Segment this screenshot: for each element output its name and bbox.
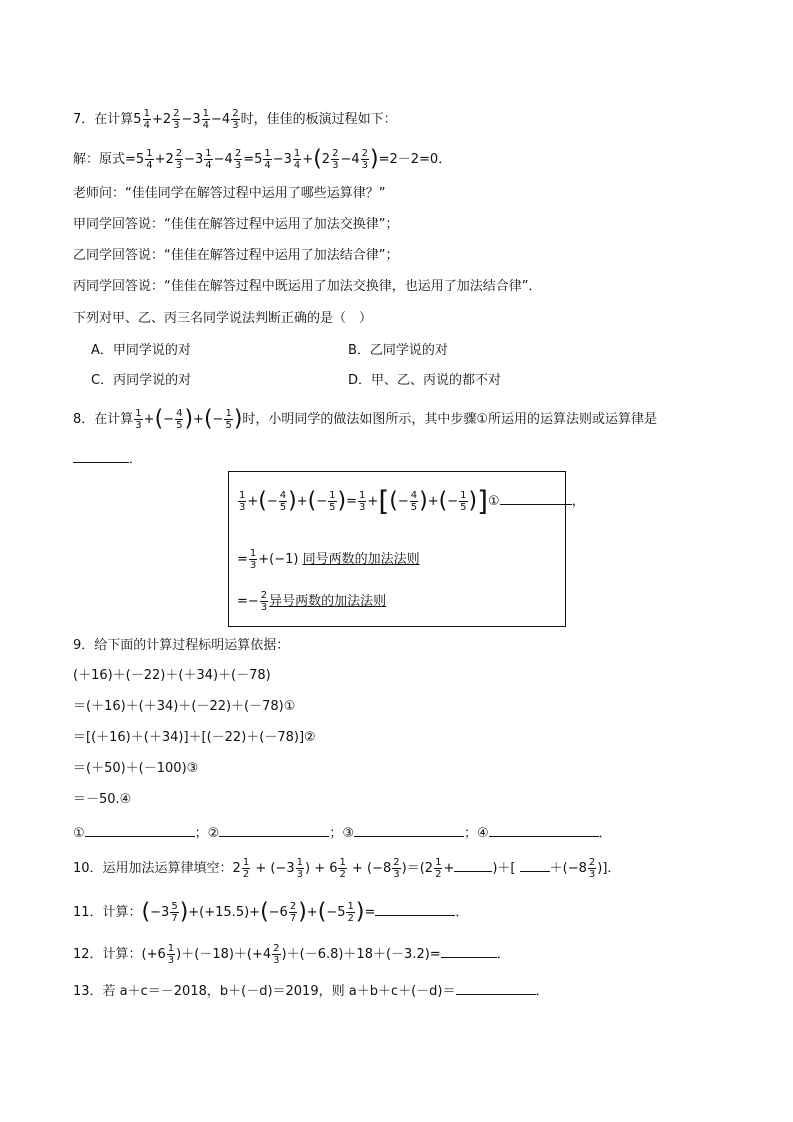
- q7-line1: 7．在计算5 $\frac{1}{4}$ +2 $\frac{2}{3}$ −3 $\frac{1}{4}$ −4 $\frac{2}{3}$ 时，佳佳的板演过程如下：: [73, 108, 397, 131]
- q8-box-step1: $\frac{1}{3}$ +(− $\frac{4}{5}$ )+(− $\frac{1}{5}$ )= $\frac{1}{3}$ +[(− $\frac{4}{5}$ )+(− $\frac{1}{5}$ )]① ，: [239, 484, 585, 518]
- q10-blank-1[interactable]: [454, 857, 492, 872]
- q12-line: 12．计算：(+6 $\frac{1}{3}$ )＋(－18)＋(+4 $\frac{2}{3}$ )＋(－6.8)＋18＋(－3.2)= ．: [73, 943, 510, 966]
- q9-answers: ① ；② ；③ ；④ ．: [73, 822, 612, 843]
- q9-blank-2[interactable]: [219, 822, 329, 837]
- q8-solution-box: [228, 471, 585, 627]
- q7-option-a: A．甲同学说的对: [91, 343, 191, 358]
- q8-line1: 8．在计算 $\frac{1}{3}$ +(− $\frac{4}{5}$ )+(− $\frac{1}{5}$ )时，小明同学的做法如图所示，其中步骤①所运用的运算法则或运算律是: [73, 406, 658, 432]
- q10-line: 10．运用加法运算律填空：2 $\frac{1}{2}$ + (−3 $\frac{1}{3}$ ) + 6 $\frac{1}{2}$ + (−8 $\frac{2}{3}$ )＝(2 $\frac{1}{2}$ + )＋[ ＋(−8 $\frac{2}{3}$ )]．: [73, 857, 621, 880]
- q7-line7: 下列对甲、乙、丙三名同学说法判断正确的是（ ）: [73, 311, 373, 326]
- q7-line6: 丙同学回答说：“佳佳在解答过程中既运用了加法交换律，也运用了加法结合律”．: [73, 279, 542, 294]
- q7-option-b: B．乙同学说的对: [348, 343, 448, 358]
- q8-answer-line: ．: [73, 448, 142, 469]
- q11-answer-blank[interactable]: [375, 901, 455, 916]
- q8-box-step2: = $\frac{1}{3}$ +(−1) 同号两数的加法法则: [237, 548, 420, 571]
- q13-line: 13．若 a＋c＝－2018，b＋(－d)＝2019，则 a＋b＋c＋(－d)＝ ．: [73, 980, 549, 1001]
- q9-step4: ＝－50.④: [73, 792, 132, 807]
- q7-line5: 乙同学回答说：“佳佳在解答过程中运用了加法结合律”；: [73, 248, 399, 263]
- q9-blank-4[interactable]: [489, 822, 599, 837]
- q8-answer-blank[interactable]: [73, 448, 129, 463]
- q9-step0: (＋16)＋(－22)＋(＋34)＋(－78): [73, 668, 271, 683]
- q13-answer-blank[interactable]: [456, 980, 536, 995]
- q12-answer-blank[interactable]: [441, 943, 497, 958]
- q7-line2: 解：原式=5 $\frac{1}{4}$ +2 $\frac{2}{3}$ −3 $\frac{1}{4}$ −4 $\frac{2}{3}$ =5 $\frac{1}{4}$ −3 $\frac{1}{4}$ +(2 $\frac{2}{3}$ −4 $\frac{2}{3}$ )=2－2=0．: [73, 146, 452, 172]
- q9-step1: ＝(＋16)＋(＋34)＋(－22)＋(－78)①: [73, 699, 296, 714]
- q7-line4: 甲同学回答说：“佳佳在解答过程中运用了加法交换律”；: [73, 217, 399, 232]
- q8-box-step3: =− $\frac{2}{3}$ 异号两数的加法法则: [237, 590, 387, 613]
- q7-option-d: D．甲、乙、丙说的都不对: [348, 373, 502, 388]
- q9-step2: ＝[(＋16)＋(＋34)]＋[(－22)＋(－78)]②: [73, 730, 316, 745]
- q7-option-c: C．丙同学说的对: [91, 373, 192, 388]
- q9-step3: ＝(＋50)＋(－100)③: [73, 761, 199, 776]
- q7-line3: 老师问：“佳佳同学在解答过程中运用了哪些运算律？”: [73, 186, 386, 201]
- q9-blank-1[interactable]: [85, 822, 195, 837]
- q11-line: 11．计算：(−3 $\frac{5}{7}$ )+(+15.5)+(−6 $\frac{2}{7}$ )+(−5 $\frac{1}{2}$ )= ．: [73, 899, 469, 925]
- q9-blank-3[interactable]: [354, 822, 464, 837]
- q9-title: 9．给下面的计算过程标明运算依据：: [73, 638, 290, 653]
- q8-box-blank[interactable]: [500, 490, 572, 505]
- q10-blank-2[interactable]: [520, 857, 550, 872]
